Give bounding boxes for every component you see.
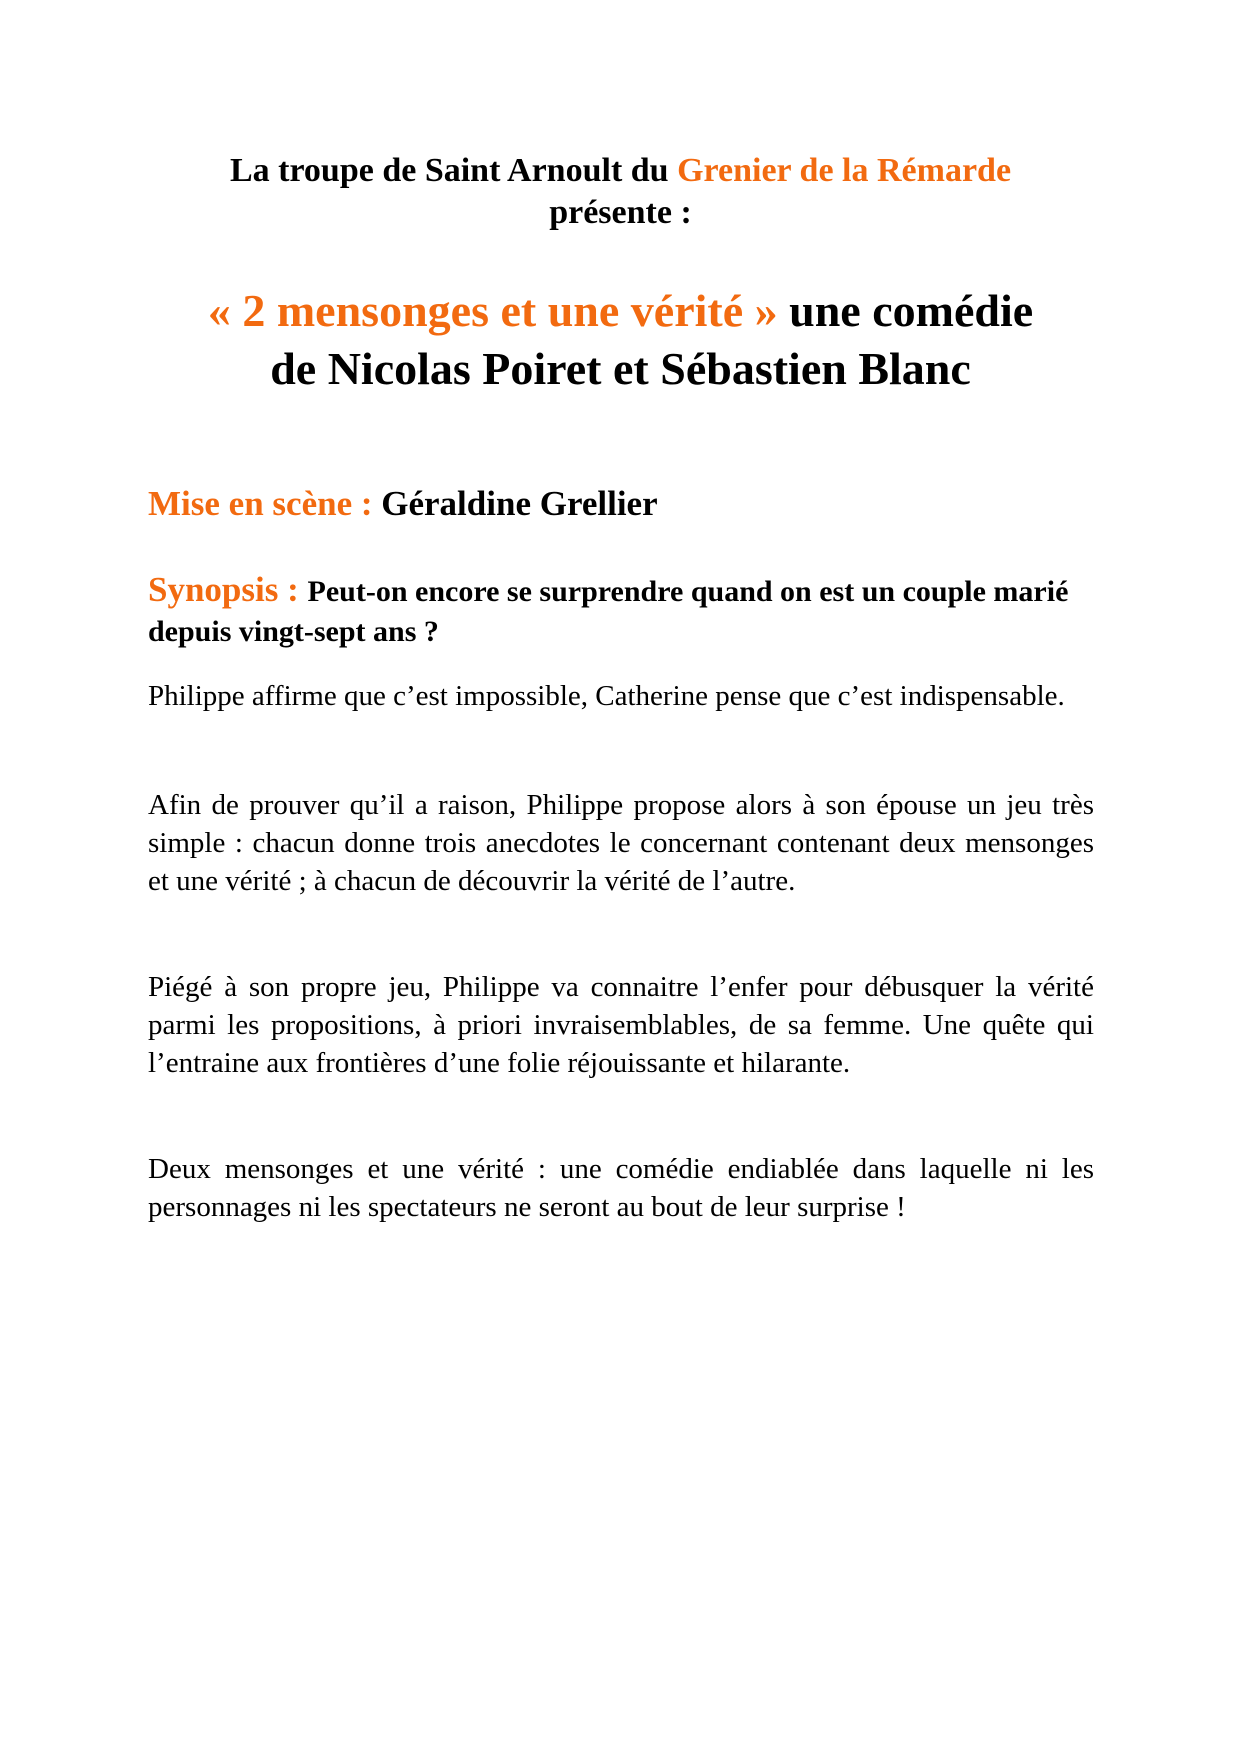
synopsis-heading	[148, 570, 1094, 652]
director-label: Mise en scène :	[148, 484, 382, 523]
synopsis-paragraph-1: Philippe affirme que c’est impossible, Catherine pense que c’est indispensable.	[148, 680, 1065, 712]
intro-presents: présente :	[549, 194, 692, 231]
intro-prefix: La troupe de Saint Arnoult du	[229, 152, 678, 189]
synopsis-label: Synopsis :	[148, 570, 308, 609]
play-title-block	[0, 282, 1241, 398]
synopsis-paragraph-2: Afin de prouver qu’il a raison, Philippe propose alors à son épouse un jeu très simple : chacun donne trois anecdotes le concernant contenant deux mensonges et une vérité ; à chacun de découvrir la vérité de l’autre.	[148, 789, 1094, 897]
intro-heading	[0, 150, 1241, 234]
director-name: Géraldine Grellier	[381, 484, 658, 523]
director-line	[148, 482, 1094, 526]
synopsis-paragraph-4: Deux mensonges et une vérité : une comédie endiablée dans laquelle ni les personnages ni les spectateurs ne seront au bout de leur surprise !	[148, 1153, 1094, 1223]
play-authors: de Nicolas Poiret et Sébastien Blanc	[270, 343, 971, 394]
troupe-name: Grenier de la Rémarde	[677, 152, 1012, 189]
play-subtitle-part1: une comédie	[777, 285, 1034, 336]
synopsis-tagline: Peut-on encore se surprendre quand on est un couple marié depuis vingt-sept ans ?	[148, 575, 1069, 648]
play-title: « 2 mensonges et une vérité »	[207, 285, 778, 336]
synopsis-paragraph-3: Piégé à son propre jeu, Philippe va connaitre l’enfer pour débusquer la vérité parmi les propositions, à priori invraisemblables, de sa femme. Une quête qui l’entraine aux frontières d’une folie réjouissante et hilarante.	[148, 971, 1094, 1079]
